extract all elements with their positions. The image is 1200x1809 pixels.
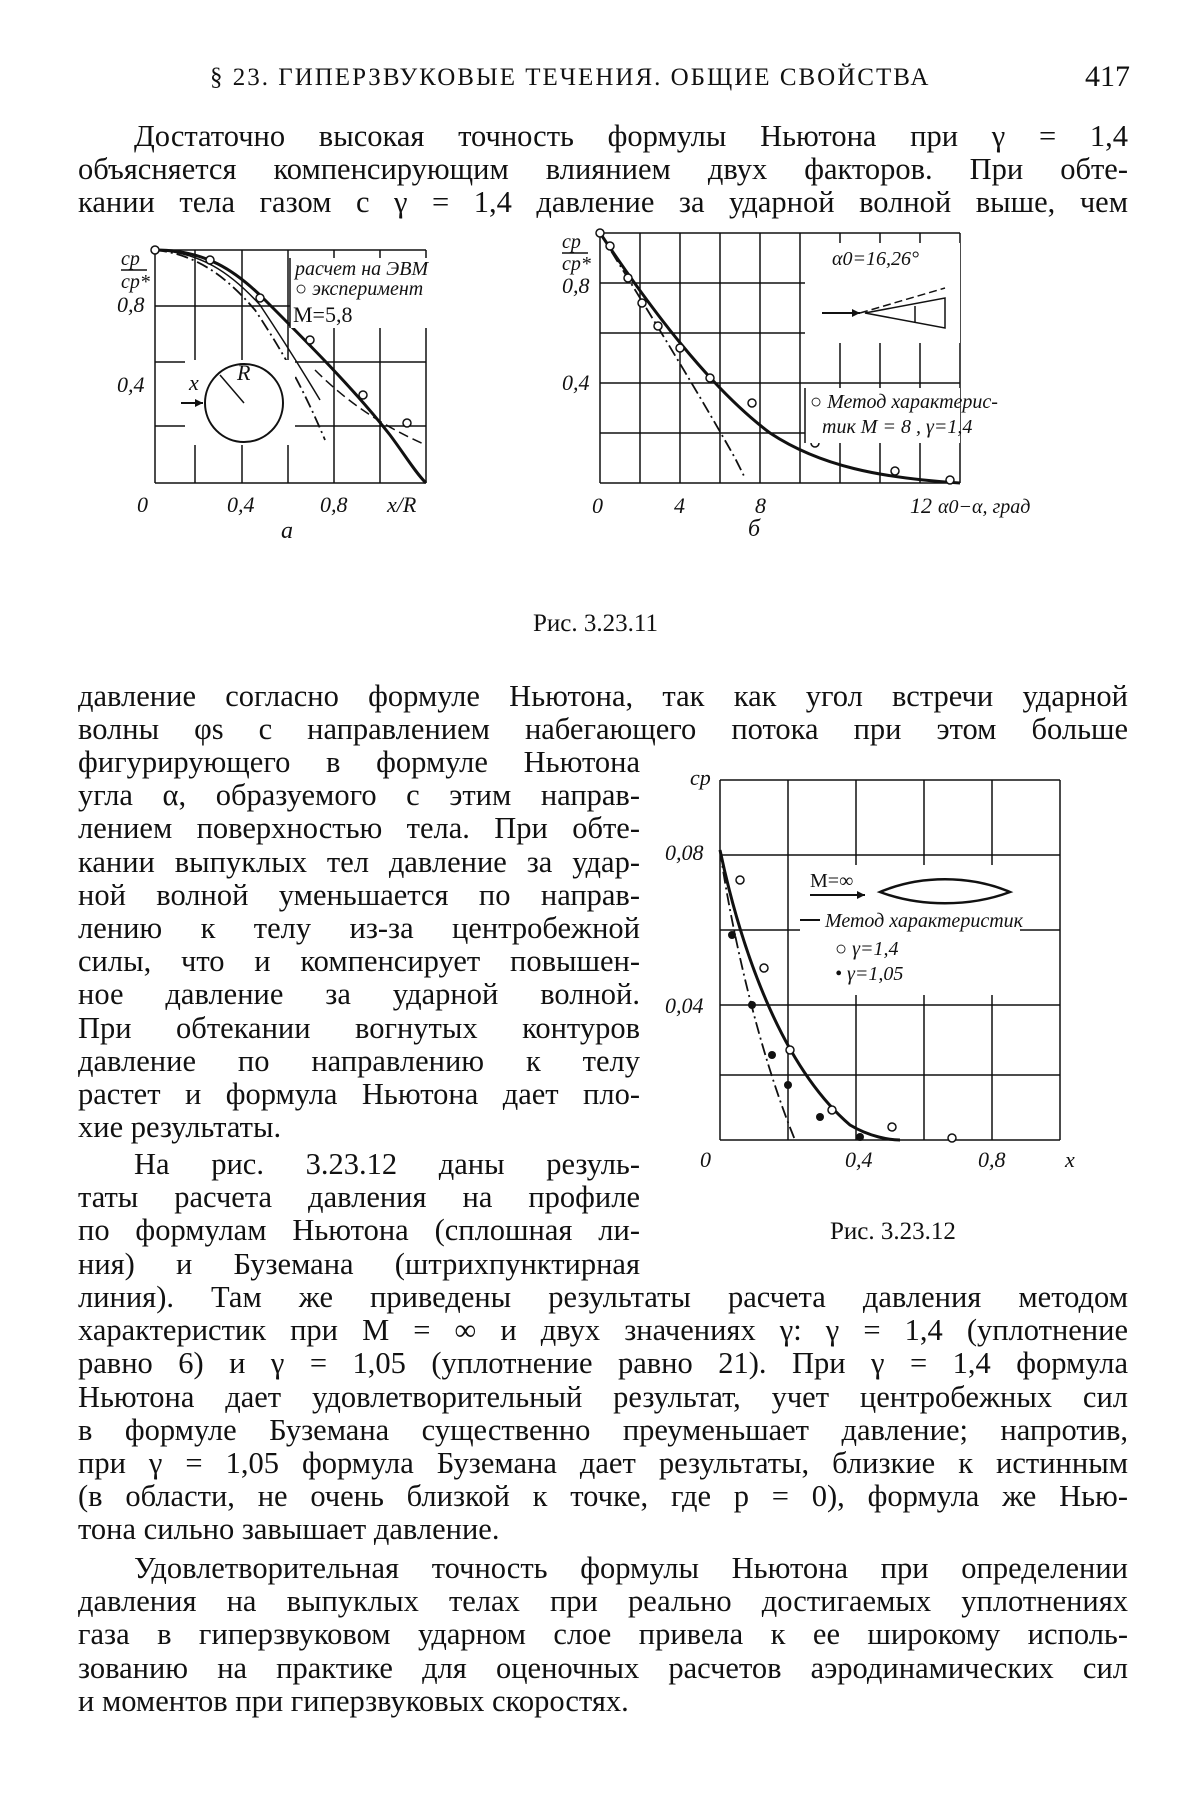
y-axis-label-numerator: cp [121,248,140,270]
busemann-curve [600,233,745,478]
x-tick: 12 [910,493,932,518]
legend-method-line1: ○ Метод характерис- [810,391,998,413]
text-line: угла α, образуемого с этим направ- [78,778,640,813]
y-tick: 0,08 [665,840,704,865]
panel-label-a: а [281,518,293,544]
alpha-label: α0=16,26° [832,248,919,270]
text-line: ния) и Буземана (штрихпунктирная [78,1246,640,1281]
text-line: волны φs с направлением набегающего потока при этом больше [78,712,1128,747]
figure-3-23-11-panel-a [115,240,495,560]
x-axis-label: x [1065,1147,1075,1172]
text-line: (в области, не очень близкой к точке, где p = 0), формула же Нью- [78,1479,1128,1514]
y-axis-label-denominator: cp* [121,271,150,293]
page-number: 417 [1085,60,1130,93]
running-title: § 23. ГИПЕРЗВУКОВЫЕ ТЕЧЕНИЯ. ОБЩИЕ СВОЙСТВА [210,64,931,91]
paragraph-intro [78,120,1128,220]
text-line: кании тела газом с γ = 1,4 давление за ударной волной выше, чем [78,185,1128,220]
sphere-sketch [181,360,295,445]
text-line: равно 6) и γ = 1,05 (уплотнение равно 21). При γ = 1,4 формула [78,1346,1128,1381]
x-axis-label: α0−α, град [938,496,1031,518]
text-line: и моментов при гиперзвуковых скоростях. [78,1683,629,1718]
text-line: давления на выпуклых телах при реально достигаемых уплотнениях [78,1584,1128,1619]
paragraph-narrow [78,746,640,1144]
x-tick: 0 [700,1147,711,1172]
paragraph-results [78,1281,1128,1547]
y-tick: 0,8 [117,292,145,317]
y-axis-label: cp [690,765,711,790]
y-axis-label-denominator: cp* [562,253,591,275]
panel-label-b: б [748,516,761,542]
text-line: кании выпуклых тел давление за удар- [78,844,640,879]
paragraph-continued [78,680,1128,746]
dashed-curve [315,370,426,445]
figure-3-23-12 [660,765,1120,1195]
x-axis-label: x/R [387,492,417,517]
legend-experiment: ○ эксперимент [295,278,424,300]
text-line: таты расчета давления на профиле [78,1180,640,1215]
x-tick: 0,8 [320,492,348,517]
figure-caption-3-23-12: Рис. 3.23.12 [830,1218,956,1245]
x-tick: 0 [137,492,148,517]
text-line: давление по направлению к телу [78,1043,640,1078]
x-tick: 0 [592,493,603,518]
text-line: лением поверхностью тела. При обте- [78,811,640,846]
text-line: хие результаты. [78,1110,282,1145]
legend-title: Метод характеристик [825,910,1023,932]
text-line: тона сильно завышает давление. [78,1512,500,1547]
text-line: лению к телу из-за центробежной [78,911,640,946]
y-tick: 0,8 [562,273,590,298]
running-header [210,58,1130,98]
figure-3-23-11-panel-b [560,228,1080,558]
text-line: Достаточно высокая точность формулы Ньютона при γ = 1,4 [134,119,1128,153]
legend-filled-marker: • γ=1,05 [835,963,904,985]
text-line: по формулам Ньютона (сплошная ли- [78,1213,640,1248]
y-tick: 0,4 [117,372,145,397]
legend-open-marker: ○ γ=1,4 [835,938,899,960]
figure-caption-3-23-11: Рис. 3.23.11 [533,610,658,637]
text-line: в формуле Буземана существенно преуменьшает давление; напротив, [78,1412,1128,1447]
legend-method-line2: тик M = 8 , γ=1,4 [822,416,973,438]
paragraph-figure-ref [78,1148,640,1281]
y-tick: 0,4 [562,370,590,395]
text-line: линия). Там же приведены результаты расчета давления методом [78,1280,1128,1314]
text-line: ное давление за ударной волной. [78,977,640,1012]
x-tick: 4 [674,493,685,518]
text-line: объясняется компенсирующим влиянием двух факторов. При обте- [78,152,1128,187]
text-line: растет и формула Ньютона дает пло- [78,1077,640,1112]
legend-computed: расчет на ЭВМ [295,258,429,280]
paragraph-conclusion [78,1552,1128,1718]
sketch-r-label: R [237,360,251,385]
text-line: характеристик при M = ∞ и двух значениях γ: γ = 1,4 (уплотнение [78,1313,1128,1348]
sketch-x-label: x [189,370,199,395]
text-line: На рис. 3.23.12 даны резуль- [134,1147,640,1181]
mach-label: M=∞ [810,870,854,892]
text-line: фигурирующего в формуле Ньютона [78,745,640,779]
mach-label: M=5,8 [293,302,353,327]
text-line: ной волной уменьшается по направ- [78,877,640,912]
x-tick: 0,8 [978,1147,1006,1172]
x-tick: 8 [755,493,766,518]
text-line: при γ = 1,05 формула Буземана дает результаты, близкие к истинным [78,1446,1128,1481]
x-tick: 0,4 [227,492,255,517]
y-axis-label-numerator: cp [562,231,581,253]
y-tick: 0,04 [665,993,704,1018]
text-line: газа в гиперзвуковом ударном слое привела к ее широкому исполь- [78,1617,1128,1652]
text-line: Ньютона дает удовлетворительный результат, учет центробежных сил [78,1379,1128,1414]
text-line: зованию на практике для оценочных расчетов аэродинамических сил [78,1650,1128,1685]
text-line: давление согласно формуле Ньютона, так как угол встречи ударной [78,679,1128,713]
text-line: силы, что и компенсирует повышен- [78,944,640,979]
text-line: При обтекании вогнутых контуров [78,1010,640,1045]
x-tick: 0,4 [845,1147,873,1172]
text-line: Удовлетворительная точность формулы Ньютона при определении [134,1551,1128,1585]
